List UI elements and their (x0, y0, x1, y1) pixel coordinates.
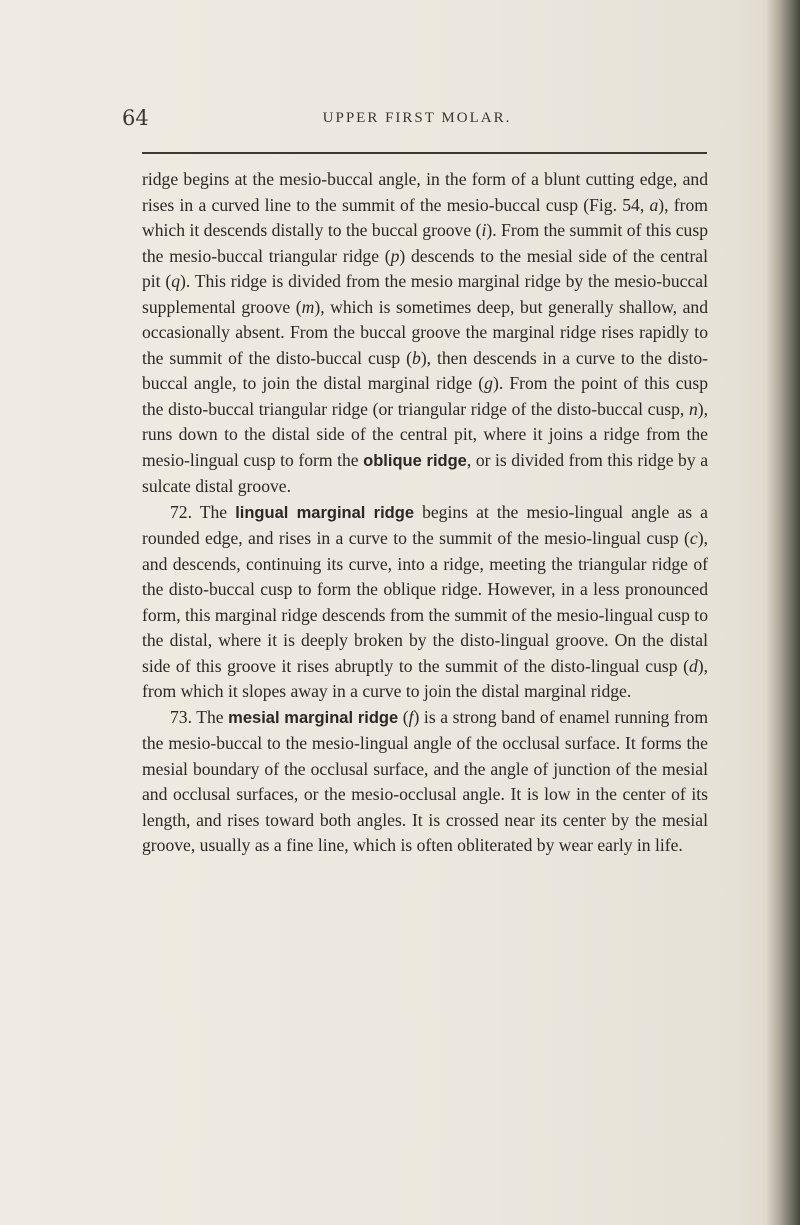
text-segment: m (301, 296, 315, 317)
paragraph-1 (142, 167, 708, 500)
text-segment: ). From the point of this cusp the disto-buccal triangular ridge (or triangular ridge of the disto-buccal cusp, (142, 373, 708, 419)
text-segment: oblique ridge (363, 451, 467, 470)
text-segment: ), which is sometimes deep, but generally shallow, and occasionally absent. From the buccal groove the marginal ridge rises rapidly to the summit of the disto-buccal cusp ( (142, 296, 708, 368)
text-segment: ). From the summit of this cusp the mesio-buccal triangular ridge ( (142, 220, 709, 266)
text-segment: ). This ridge is divided from the mesio marginal ridge by the mesio-buccal supplemental groove ( (142, 271, 708, 317)
text-segment: c (689, 528, 698, 548)
text-segment: ), and descends, continuing its curve, into a ridge, meeting the triangular ridge of the disto-buccal cusp to form the oblique ridge. However, in a less pronounced form, this marginal ridge descends from the summit of the mesio-lingual cusp to the distal, where it is deeply broken by the disto-lingual groove. On the distal side of this groove it rises abruptly to the summit of the disto-lingual cusp ( (142, 528, 708, 676)
body-text (142, 167, 708, 859)
text-segment: lingual marginal ridge (235, 503, 414, 522)
text-segment: ridge begins at the mesio-buccal angle, in the form of a blunt cutting edge, and rises in a curved line to the summit of the mesio-buccal cusp (Fig. 54, (142, 169, 708, 215)
page-number: 64 (122, 106, 149, 130)
text-segment: 73. The (170, 706, 229, 727)
running-head: UPPER FIRST MOLAR. (322, 110, 512, 126)
text-segment: g (484, 373, 493, 393)
text-segment: mesial marginal ridge (228, 708, 399, 727)
page-header (122, 106, 712, 136)
text-segment: ) is a strong band of enamel running from the mesio-buccal to the mesio-lingual angle of the occlusal surface. It forms the mesial boundary of the occlusal surface, and the angle of junction of the mesial and occlusal surfaces, or the mesio-occlusal angle. It is low in the center of its length, and rises toward both angles. It is crossed near its center by the mesial groove, usually as a fine line, which is often obliterated by wear early in life. (142, 706, 709, 855)
text-segment: i (481, 220, 487, 240)
text-segment: 72. The (170, 501, 236, 522)
text-segment: ), runs down to the distal side of the central pit, where it joins a ridge from the mesio-lingual cusp to form the (142, 398, 708, 470)
text-segment: ), then descends in a curve to the disto-buccal angle, to join the distal marginal ridge ( (142, 347, 708, 393)
paragraph-73 (142, 705, 708, 859)
text-segment: b (412, 347, 421, 368)
text-segment: ) descends to the mesial side of the central pit ( (142, 245, 709, 291)
text-segment: ), from which it slopes away in a curve to join the distal marginal ridge. (142, 655, 708, 701)
paragraph-72 (142, 500, 708, 705)
text-segment: p (390, 245, 400, 266)
text-segment: q (171, 271, 180, 291)
text-segment: d (688, 655, 698, 676)
text-segment: f (408, 706, 414, 727)
page-edge-shadow (766, 0, 800, 1225)
text-segment: ( (398, 706, 409, 727)
text-segment: , or is divided from this ridge by a sulcate distal groove. (142, 449, 709, 496)
header-rule (142, 152, 707, 154)
text-segment: a (649, 194, 659, 215)
text-segment: begins at the mesio-lingual angle as a rounded edge, and rises in a curve to the summit of the mesio-lingual cusp ( (142, 501, 708, 548)
text-segment: ), from which it descends distally to the buccal groove ( (142, 194, 708, 240)
text-segment: n (688, 398, 698, 419)
